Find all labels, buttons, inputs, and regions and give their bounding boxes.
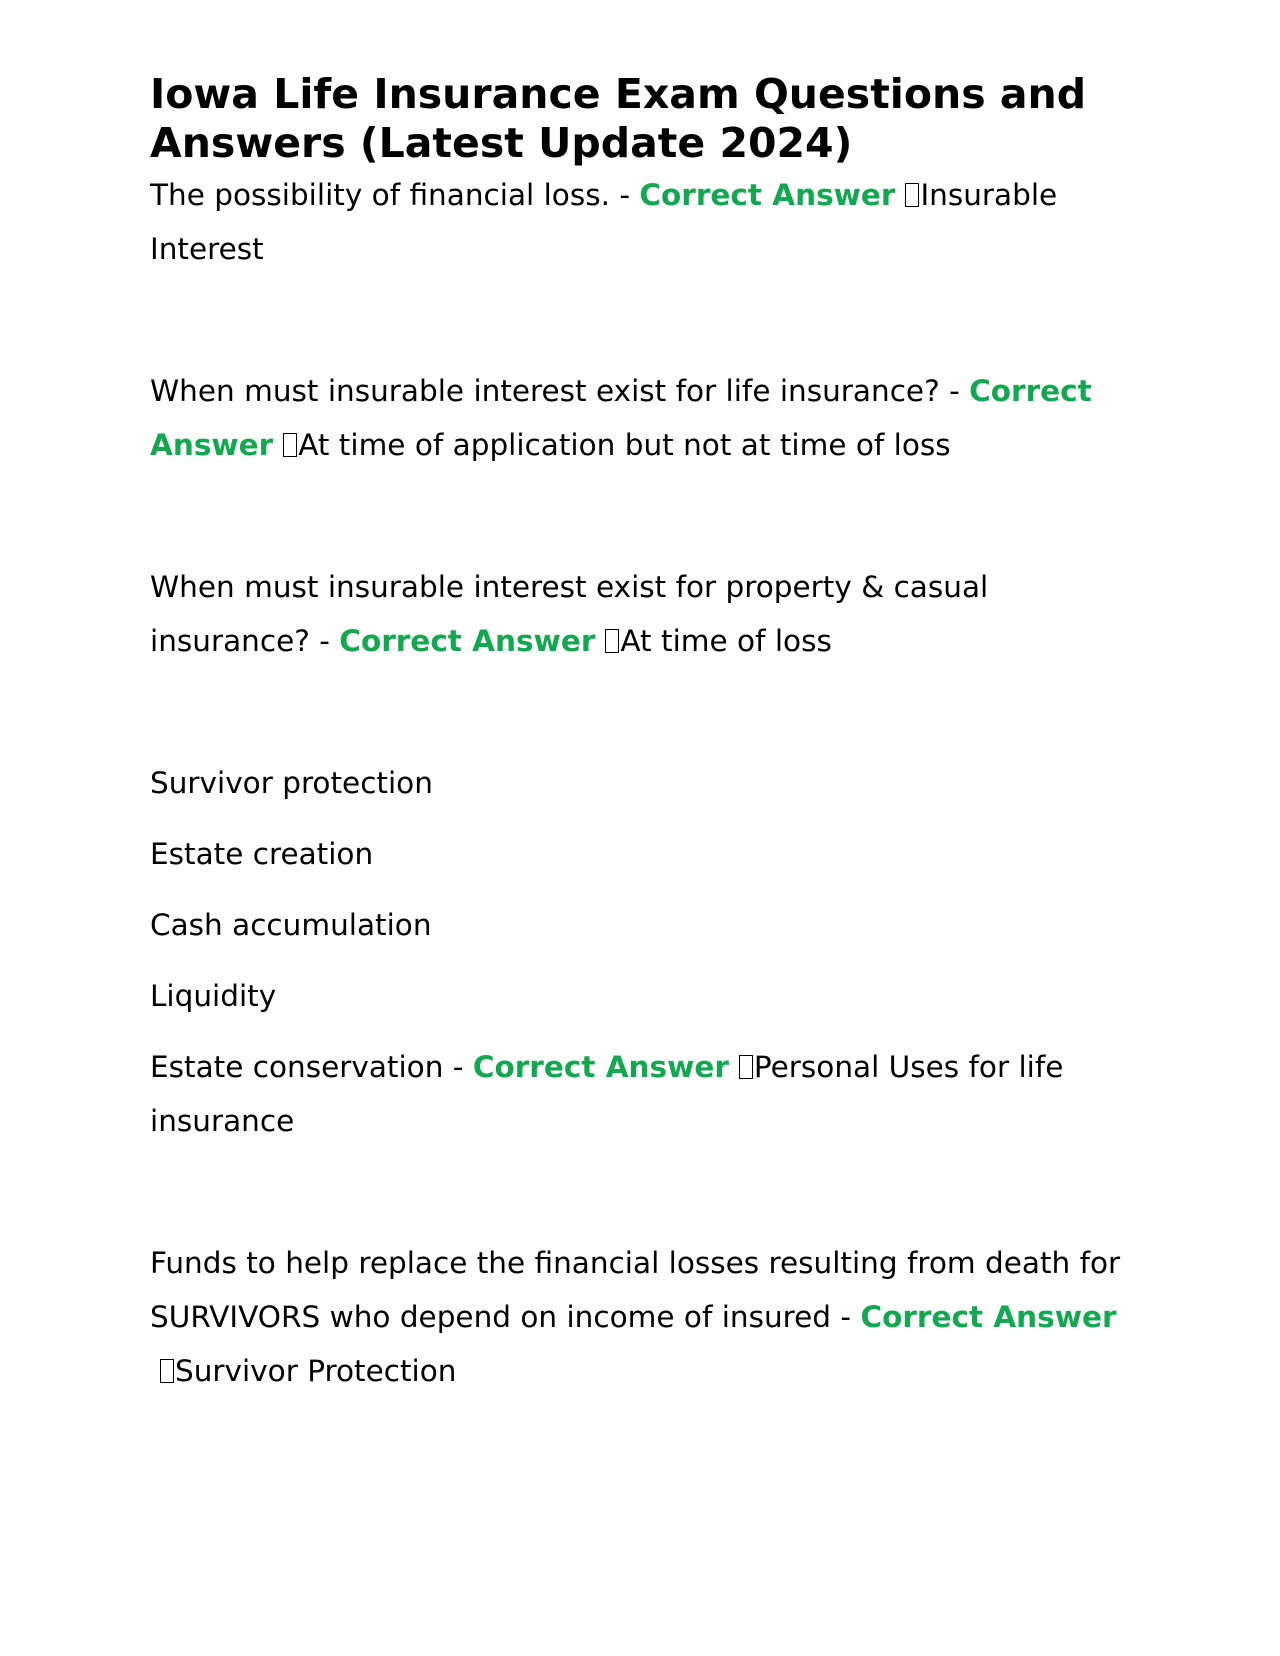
- qa-item-2: When must insurable interest exist for life insurance? - Correct Answer At time of application but not at time of loss: [150, 374, 1092, 462]
- correct-answer-label: Correct Answer: [150, 374, 1092, 462]
- document-content: [150, 70, 1140, 1398]
- qa-item-4: Estate conservation - Correct Answer Personal Uses for life insurance: [150, 1050, 1064, 1138]
- page-title: Iowa Life Insurance Exam Questions and Answers (Latest Update 2024): [150, 70, 1087, 167]
- correct-answer-label: Correct Answer: [639, 178, 896, 212]
- answer-text: At time of application but not at time of loss: [298, 428, 951, 462]
- answer-text: At time of loss: [620, 624, 832, 658]
- missing-glyph-icon: [283, 433, 297, 457]
- missing-glyph-icon: [605, 629, 619, 653]
- question-text: Estate conservation: [150, 1050, 444, 1084]
- answer-text: Survivor Protection: [175, 1354, 457, 1388]
- correct-answer-label: Correct Answer: [860, 1300, 1117, 1334]
- question-text: The possibility of financial loss.: [150, 178, 610, 212]
- question-text: When must insurable interest exist for property & casual insurance?: [150, 570, 989, 658]
- correct-answer-label: Correct Answer: [472, 1050, 729, 1084]
- answer-text: Insurable Interest: [150, 178, 1058, 266]
- missing-glyph-icon: [160, 1359, 174, 1383]
- list-line: Survivor protection: [150, 766, 433, 800]
- question-text: Funds to help replace the financial losses resulting from death for SURVIVORS who depend on income of insured: [150, 1246, 1121, 1334]
- qa-item-5: Funds to help replace the financial losses resulting from death for SURVIVORS who depend on income of insured - Correct AnswerSurvivor Protection: [150, 1246, 1121, 1388]
- qa-item-3: When must insurable interest exist for property & casual insurance? - Correct Answer At time of loss: [150, 570, 989, 658]
- missing-glyph-icon: [905, 183, 919, 207]
- list-line: Estate creation: [150, 837, 374, 871]
- list-line: Liquidity: [150, 979, 277, 1013]
- qa-item-1: The possibility of financial loss. - Correct Answer Insurable Interest: [150, 178, 1058, 266]
- list-line: Cash accumulation: [150, 908, 432, 942]
- missing-glyph-icon: [739, 1055, 753, 1079]
- answer-text: Personal Uses for life insurance: [150, 1050, 1064, 1138]
- question-text: When must insurable interest exist for life insurance?: [150, 374, 940, 408]
- correct-answer-label: Correct Answer: [339, 624, 596, 658]
